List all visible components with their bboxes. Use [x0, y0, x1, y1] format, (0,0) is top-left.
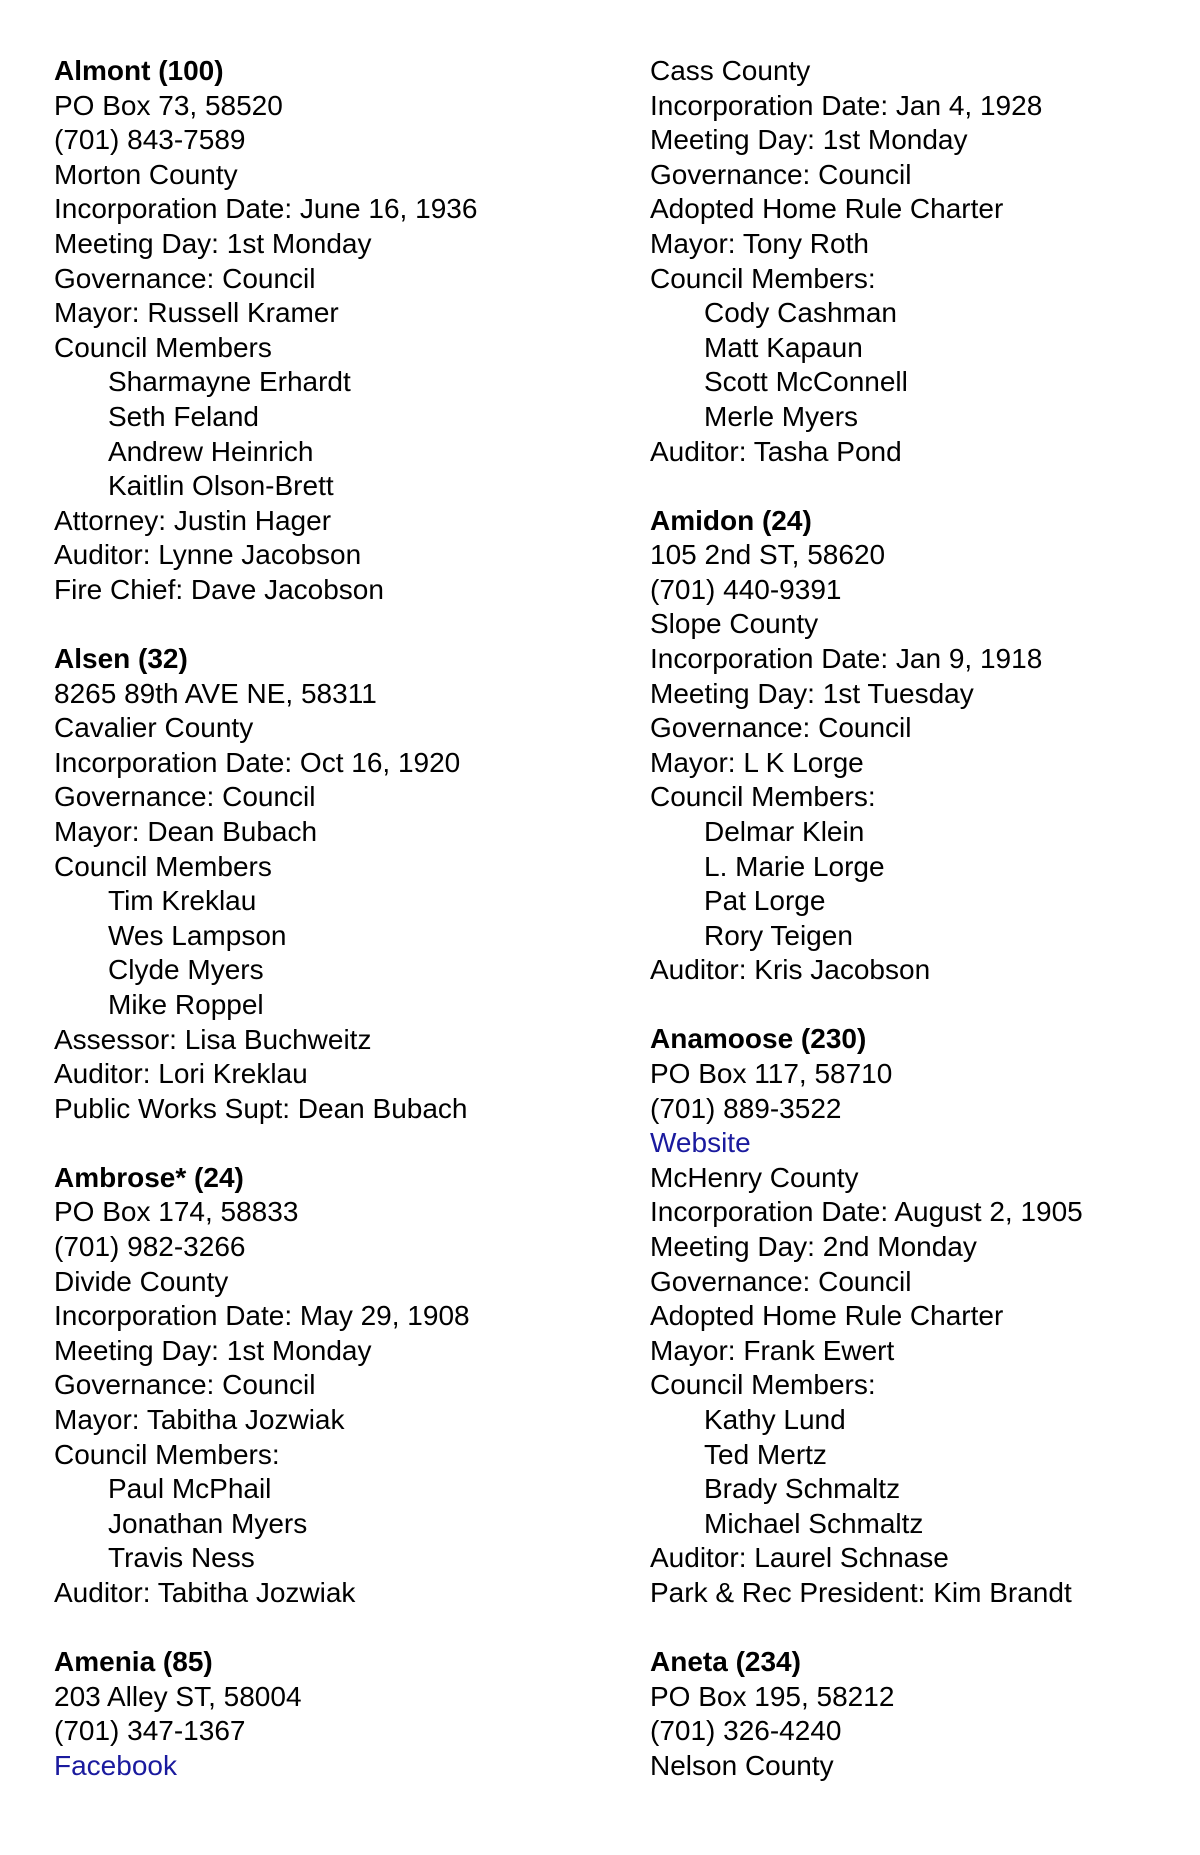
council-member-name: Paul McPhail: [108, 1473, 272, 1505]
city-heading: Anamoose (230): [650, 1023, 867, 1055]
entry-line: Auditor: Lori Kreklau: [54, 1058, 308, 1090]
entry-line: Governance: Council: [650, 158, 912, 190]
entry-line: Meeting Day: 1st Monday: [650, 124, 968, 156]
entry-line: Cavalier County: [54, 712, 254, 744]
entry-line: Meeting Day: 1st Monday: [54, 227, 372, 259]
entry-line: Council Members: [54, 850, 272, 882]
council-member-name: Michael Schmaltz: [704, 1507, 924, 1539]
city-entry-almont: [54, 54, 614, 608]
entry-line: Attorney: Justin Hager: [54, 504, 332, 536]
council-member-name: Merle Myers: [704, 400, 859, 432]
entry-line: Adopted Home Rule Charter: [650, 1300, 1004, 1332]
entry-line: Incorporation Date: May 29, 1908: [54, 1300, 470, 1332]
council-member-name: Mike Roppel: [108, 988, 264, 1020]
city-heading: Ambrose* (24): [54, 1161, 244, 1193]
entry-line: 203 Alley ST, 58004: [54, 1680, 302, 1712]
city-entry-anamoose: [650, 1022, 1190, 1610]
left-column: [54, 54, 614, 1818]
entry-line: PO Box 195, 58212: [650, 1680, 895, 1712]
council-member-name: Kaitlin Olson-Brett: [108, 470, 334, 502]
website-link[interactable]: Website: [650, 1127, 751, 1159]
entry-line: (701) 843-7589: [54, 124, 246, 156]
council-member-name: Seth Feland: [108, 400, 259, 432]
council-member-name: Jonathan Myers: [108, 1507, 308, 1539]
entry-line: Public Works Supt: Dean Bubach: [54, 1092, 468, 1124]
council-member-name: Wes Lampson: [108, 919, 287, 951]
council-member-name: Brady Schmaltz: [704, 1473, 901, 1505]
entry-line: Meeting Day: 2nd Monday: [650, 1231, 977, 1262]
council-member-name: Sharmayne Erhardt: [108, 366, 351, 398]
entry-line: Auditor: Kris Jacobson: [650, 954, 931, 986]
entry-line: Incorporation Date: Jan 9, 1918: [650, 643, 1043, 674]
city-heading: Aneta (234): [650, 1646, 801, 1678]
council-member-name: Rory Teigen: [704, 919, 853, 951]
entry-line: 105 2nd ST, 58620: [650, 539, 886, 571]
council-member-name: Kathy Lund: [704, 1403, 846, 1435]
entry-line: Auditor: Laurel Schnase: [650, 1542, 949, 1574]
council-member-name: Pat Lorge: [704, 885, 826, 917]
entry-line: Council Members: [54, 331, 272, 363]
city-entry-aneta: [650, 1645, 1190, 1783]
entry-line: Nelson County: [650, 1749, 834, 1781]
entry-line: Park & Rec President: Kim Brandt: [650, 1576, 1072, 1608]
entry-line: Governance: Council: [54, 262, 316, 294]
entry-line: Mayor: Tony Roth: [650, 227, 869, 259]
entry-line: Slope County: [650, 608, 819, 640]
entry-line: Assessor: Lisa Buchweitz: [54, 1023, 372, 1055]
entry-line: (701) 347-1367: [54, 1715, 246, 1747]
entry-line: Meeting Day: 1st Monday: [54, 1334, 372, 1366]
entry-line: McHenry County: [650, 1161, 859, 1193]
entry-line: Auditor: Lynne Jacobson: [54, 539, 362, 571]
city-entry-amenia: [54, 1645, 614, 1783]
council-member-name: Cody Cashman: [704, 297, 897, 329]
city-heading: Amidon (24): [650, 504, 812, 536]
entry-line: Morton County: [54, 158, 238, 190]
entry-line: Meeting Day: 1st Tuesday: [650, 677, 974, 709]
entry-line: (701) 889-3522: [650, 1092, 842, 1124]
entry-line: Governance: Council: [54, 1369, 316, 1401]
entry-line: 8265 89th AVE NE, 58311: [54, 677, 377, 709]
entry-line: Governance: Council: [54, 781, 316, 813]
entry-line: Adopted Home Rule Charter: [650, 193, 1004, 225]
entry-line: Mayor: Tabitha Jozwiak: [54, 1403, 345, 1435]
entry-line: Mayor: Frank Ewert: [650, 1334, 895, 1366]
entry-line: (701) 326-4240: [650, 1715, 842, 1747]
city-entry-continued: [650, 54, 1190, 469]
entry-line: Governance: Council: [650, 712, 912, 744]
city-heading: Alsen (32): [54, 643, 188, 674]
entry-line: Auditor: Tabitha Jozwiak: [54, 1576, 356, 1608]
entry-line: Council Members:: [54, 1438, 280, 1470]
council-member-name: Clyde Myers: [108, 954, 264, 986]
entry-line: PO Box 73, 58520: [54, 89, 283, 121]
council-member-name: Andrew Heinrich: [108, 435, 314, 467]
entry-line: Governance: Council: [650, 1265, 912, 1297]
council-member-name: Ted Mertz: [704, 1438, 827, 1470]
entry-line: Mayor: Russell Kramer: [54, 297, 339, 329]
city-heading: Amenia (85): [54, 1646, 213, 1678]
council-member-name: Matt Kapaun: [704, 331, 863, 363]
right-column: [650, 54, 1190, 1818]
entry-line: Council Members:: [650, 781, 876, 813]
council-member-name: Travis Ness: [108, 1542, 255, 1574]
entry-line: PO Box 174, 58833: [54, 1196, 299, 1228]
entry-line: PO Box 117, 58710: [650, 1058, 893, 1090]
entry-line: Council Members:: [650, 262, 876, 294]
entry-line: Mayor: Dean Bubach: [54, 815, 318, 847]
city-entry-alsen: [54, 642, 614, 1126]
entry-line: (701) 982-3266: [54, 1231, 246, 1262]
facebook-link[interactable]: Facebook: [54, 1749, 177, 1781]
entry-line: Divide County: [54, 1265, 229, 1297]
entry-line: Cass County: [650, 55, 811, 86]
council-member-name: Delmar Klein: [704, 815, 865, 847]
entry-line: Fire Chief: Dave Jacobson: [54, 573, 384, 605]
entry-line: Incorporation Date: Oct 16, 1920: [54, 746, 461, 778]
city-heading: Almont (100): [54, 55, 224, 86]
entry-line: Council Members:: [650, 1369, 876, 1401]
entry-line: Incorporation Date: June 16, 1936: [54, 193, 478, 225]
council-member-name: Tim Kreklau: [108, 885, 257, 917]
entry-line: Incorporation Date: August 2, 1905: [650, 1196, 1083, 1228]
entry-line: Incorporation Date: Jan 4, 1928: [650, 89, 1043, 121]
entry-line: Auditor: Tasha Pond: [650, 435, 902, 467]
entry-line: (701) 440-9391: [650, 573, 842, 605]
city-entry-ambrose: [54, 1161, 614, 1611]
council-member-name: Scott McConnell: [704, 366, 908, 398]
council-member-name: L. Marie Lorge: [704, 850, 885, 882]
entry-line: Mayor: L K Lorge: [650, 746, 864, 778]
city-entry-amidon: [650, 504, 1190, 988]
